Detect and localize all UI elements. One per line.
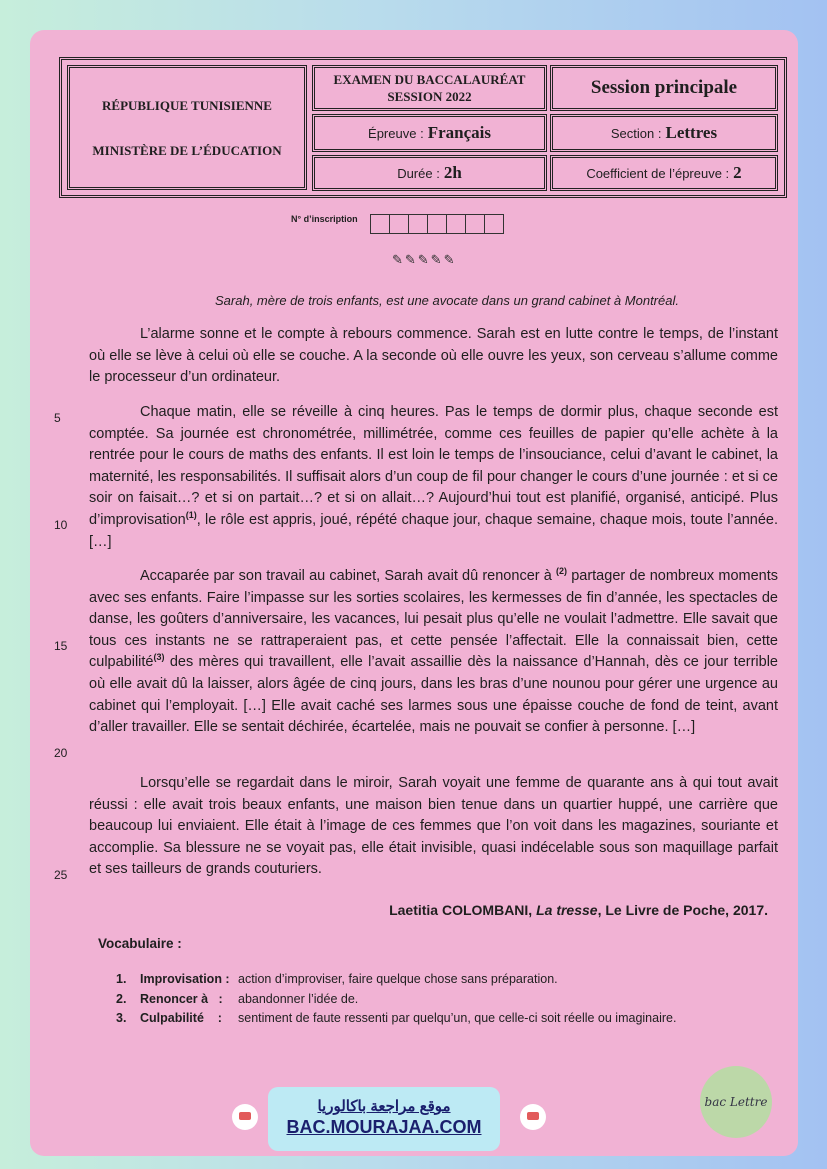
- vocabulary-number: 1.: [116, 972, 127, 986]
- vocabulary-number: 3.: [116, 1011, 127, 1025]
- exam-title-box: [312, 65, 547, 111]
- session-label: Session principale: [590, 77, 738, 98]
- paragraph-4-text: Lorsqu’elle se regardait dans le miroir, Sarah voyait une femme de quarante ans à qui tout avait réussi : elle avait trois beaux enfants, une maison bien tenue dans un quartier huppé, une carrière que beaucoup lui enviaient. Elle était à l’image de ces femmes que l’on voit dans les magazines, souriante et accomplie. Sa blessure ne se voyait pas, elle était invisible, quasi indécelable sous son maquillage parfait et ses tailleurs de grands couturiers.: [89, 775, 778, 878]
- inscription-boxes[interactable]: [370, 214, 503, 234]
- source-author: Laetitia COLOMBANI,: [389, 902, 537, 918]
- inscription-label: N° d’inscription: [291, 214, 358, 224]
- source-title: La tresse: [536, 902, 598, 918]
- republic-label: RÉPUBLIQUE TUNISIENNE: [102, 98, 272, 113]
- subject-value: Français: [427, 123, 491, 142]
- vocabulary-item: [116, 1009, 676, 1029]
- site-url-link[interactable]: BAC.MOURAJAA.COM: [286, 1117, 482, 1137]
- exam-header: [59, 57, 787, 198]
- paragraph-1: [89, 324, 778, 389]
- line-number: 5: [54, 411, 61, 425]
- vocabulary-number: 2.: [116, 991, 127, 1006]
- vocabulary-definition: abandonner l’idée de.: [238, 991, 359, 1006]
- site-logo-left-icon: [232, 1104, 258, 1130]
- text-source: [389, 902, 768, 918]
- subject-label: Épreuve :: [368, 125, 424, 141]
- exam-page: [30, 30, 798, 1156]
- section-label: Section :: [610, 125, 662, 141]
- line-number: 15: [54, 639, 68, 653]
- coefficient-box: [550, 155, 778, 191]
- text-intro: Sarah, mère de trois enfants, est une avocate dans un grand cabinet à Montréal.: [215, 293, 679, 308]
- paragraph-3-text-c: des mères qui travaillent, elle l’avait assaillie dès la naissance d’Hannah, dès ce jour terrible où elle avait dû la laisser, alors âgée de cinq jours, dans les bras d’une nounou pour gérer une urgence au cabinet qui l’employait. […] Elle avait caché ses larmes sous une épaisse couche de fond de teint, avant d’aller travailler. Elle se sentait déchirée, écartelée, mais ne pouvait se confier à personne. […]: [89, 654, 778, 736]
- inscription-box[interactable]: [484, 214, 504, 234]
- coefficient-value: 2: [733, 163, 742, 182]
- bac-lettre-badge: bac Lettre: [700, 1066, 772, 1138]
- header-authority-box: [67, 65, 307, 190]
- note-marker-2: (2): [556, 566, 568, 577]
- site-name-arabic[interactable]: موقع مراجعة باكالوريا: [317, 1098, 451, 1115]
- paragraph-2-text-a: Chaque matin, elle se réveille à cinq heures. Pas le temps de dormir plus, chaque seconde est comptée. Sa journée est chronométrée, millimétrée, comme ces feuilles de papier qu’elle achète à la rentrée pour le cours de maths des enfants. Il est loin le temps de l’insouciance, celui d’avant le cabinet, la maternité, les responsabilités. Il suffisait alors d’un coup de fil pour changer le cours d’une journée : et si ce soir on faisait…? et si on partait…? et si on allait…? Aujourd’hui tout est planifié, organisé, anticipé. Plus d’improvisation: [89, 404, 778, 528]
- inscription-box[interactable]: [389, 214, 409, 234]
- duration-label: Durée :: [397, 165, 440, 181]
- line-number: 20: [54, 746, 68, 760]
- paragraph-4: [89, 773, 778, 881]
- vocabulary-item: [116, 970, 676, 990]
- vocabulary-item: [116, 990, 676, 1010]
- pencil-icon: ✎✎✎✎✎: [392, 252, 457, 267]
- note-marker-3: (3): [153, 652, 165, 663]
- vocabulary-title: Vocabulaire :: [98, 936, 182, 951]
- vocabulary-definition: sentiment de faute ressenti par quelqu’un, que celle-ci soit réelle ou imaginaire.: [238, 1011, 677, 1025]
- session-box: [550, 65, 778, 111]
- site-banner[interactable]: [268, 1087, 500, 1151]
- note-marker-1: (1): [185, 510, 197, 521]
- subject-box: [312, 114, 547, 152]
- exam-title: EXAMEN DU BACCALAURÉAT: [333, 72, 526, 87]
- inscription-box[interactable]: [465, 214, 485, 234]
- inscription-box[interactable]: [427, 214, 447, 234]
- paragraph-1-text: L’alarme sonne et le compte à rebours commence. Sarah est en lutte contre le temps, de l’instant où elle se lève à celui où elle se couche. A la seconde où elle ouvre les yeux, son cerveau s’allume comme le processeur d’un ordinateur.: [89, 326, 778, 386]
- paragraph-3-text-b: partager de nombreux moments avec ses enfants. Faire l’impasse sur les sorties scolaires, les kermesses de fin d’année, les spectacles de danse, les goûters d’anniversaire, les vacances, lui pesait plus qu’elle ne voulait l’admettre. Elle savait que tous ces instants ne se rattraperaient pas, et cette pensée l’affectait. Elle la connaissait bien, cette culpabilité: [89, 568, 778, 671]
- vocabulary-term: Improvisation :: [140, 972, 230, 986]
- section-value: Lettres: [665, 123, 718, 142]
- source-publisher: , Le Livre de Poche, 2017.: [597, 902, 768, 918]
- paragraph-2: [89, 402, 778, 553]
- paragraph-2-text-b: , le rôle est appris, joué, répété chaque jour, chaque semaine, chaque mois, toute l’année. […]: [89, 511, 778, 550]
- exam-session-year: SESSION 2022: [387, 89, 472, 104]
- coefficient-label: Coefficient de l’épreuve :: [586, 165, 730, 181]
- vocabulary-term: Renoncer à :: [140, 991, 223, 1006]
- paragraph-3: [89, 566, 778, 739]
- paragraph-3-text-a: Accaparée par son travail au cabinet, Sarah avait dû renoncer à: [140, 568, 557, 584]
- line-number: 25: [54, 868, 68, 882]
- vocabulary-definition: action d’improviser, faire quelque chose sans préparation.: [238, 972, 558, 986]
- section-box: [550, 114, 778, 152]
- inscription-box[interactable]: [370, 214, 390, 234]
- inscription-box[interactable]: [446, 214, 466, 234]
- vocabulary-term: Culpabilité :: [140, 1011, 222, 1025]
- inscription-box[interactable]: [408, 214, 428, 234]
- ministry-label: MINISTÈRE DE L’ÉDUCATION: [92, 143, 282, 158]
- site-logo-right-icon: [520, 1104, 546, 1130]
- vocabulary-list: [116, 970, 676, 1029]
- duration-box: [312, 155, 547, 191]
- duration-value: 2h: [443, 163, 462, 182]
- line-number: 10: [54, 518, 68, 532]
